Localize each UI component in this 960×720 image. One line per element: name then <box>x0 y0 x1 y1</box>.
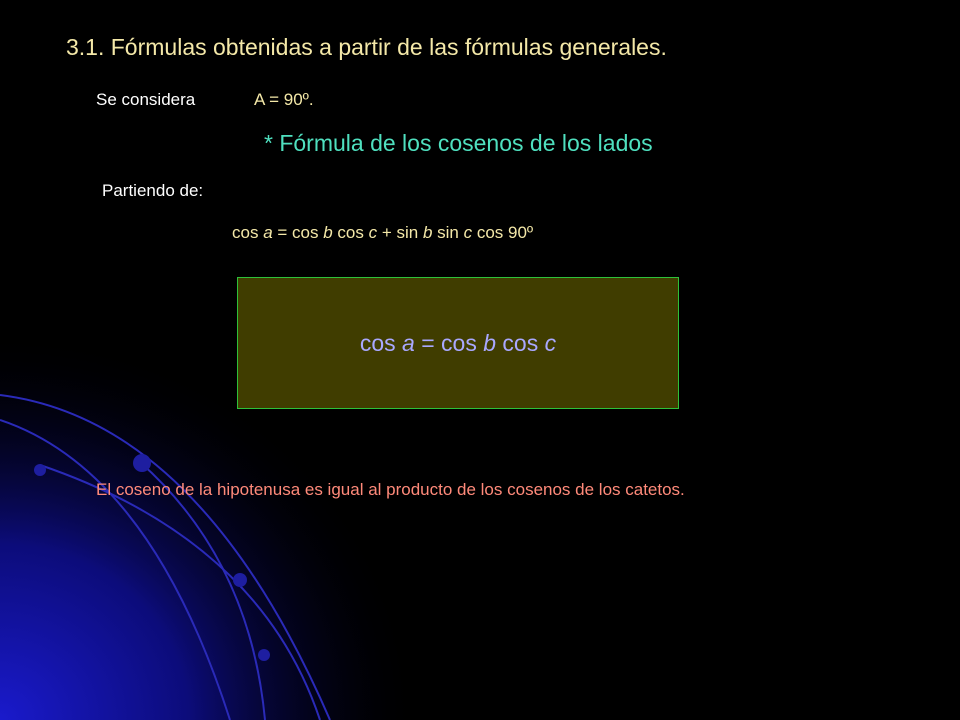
consider-label: Se considera <box>96 90 196 109</box>
conclusion-text: El coseno de la hipotenusa es igual al producto de los cosenos de los catetos. <box>96 480 685 499</box>
result-formula: cos a = cos b cos c <box>359 329 557 356</box>
decor-dot <box>133 454 151 472</box>
start-label: Partiendo de: <box>102 181 204 200</box>
decor-dot <box>258 649 270 661</box>
result-box <box>237 277 679 409</box>
section-subheading: * Fórmula de los cosenos de los lados <box>264 130 653 156</box>
slide-title: 3.1. Fórmulas obtenidas a partir de las fórmulas generales. <box>66 34 667 60</box>
consider-value: A = 90º. <box>254 90 314 109</box>
decor-dot <box>34 464 46 476</box>
general-formula: cos a = cos b cos c + sin b sin c cos 90º <box>232 223 534 242</box>
decor-dot <box>233 573 247 587</box>
